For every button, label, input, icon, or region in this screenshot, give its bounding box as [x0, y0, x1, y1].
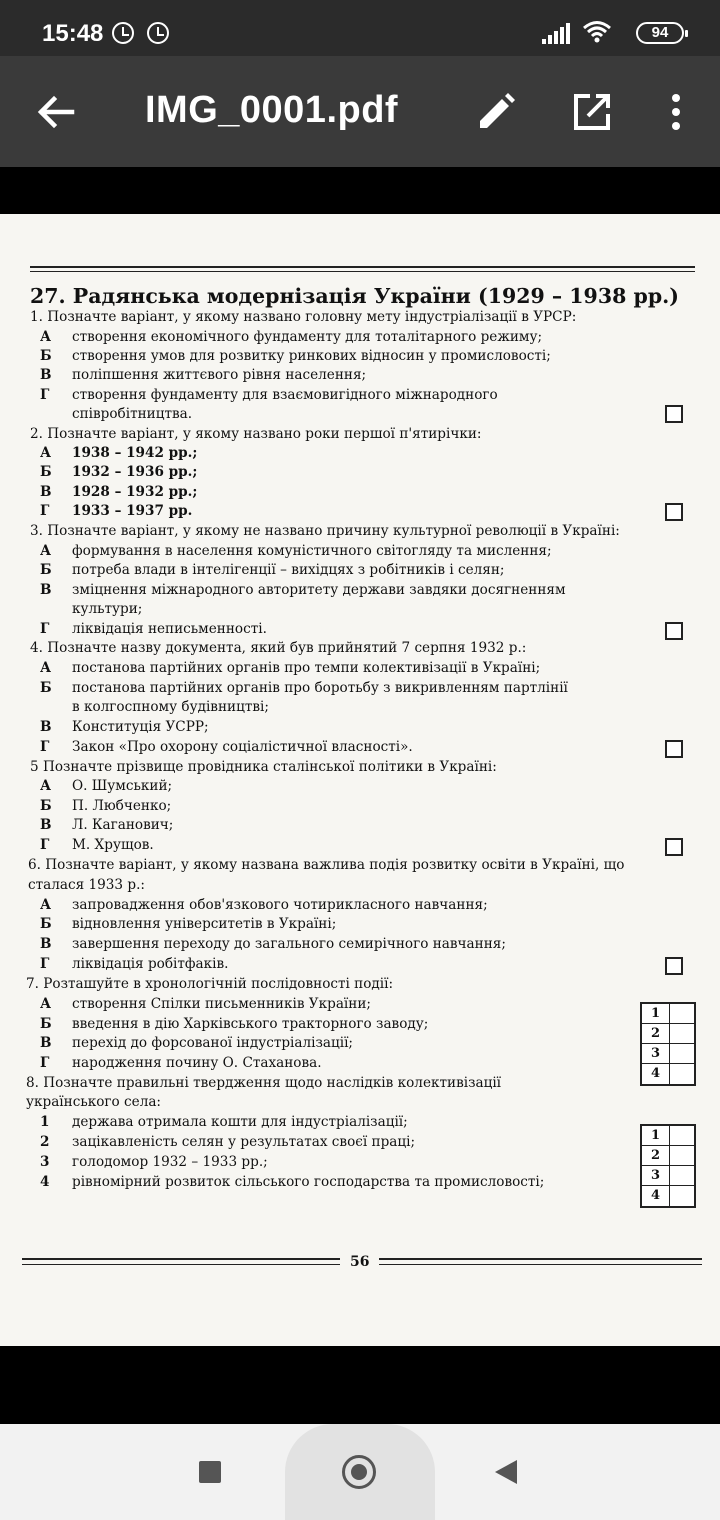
question-6: 6. Позначте варіант, у якому названа важлива подія розвитку освіти в Україні, що — [28, 857, 625, 873]
option: А формування в населення комуністичного світогляду та мислення; — [40, 543, 552, 559]
question-7: 7. Розташуйте в хронологічній послідовності події: — [26, 976, 394, 992]
option: В завершення переходу до загального семирічного навчання; — [40, 936, 506, 952]
more-vert-icon — [652, 88, 700, 136]
back-triangle-icon[interactable] — [495, 1460, 517, 1484]
answer-box-2 — [665, 503, 683, 521]
option: Г 1933 – 1937 рр. — [40, 503, 193, 519]
question-8-continuation: українського села: — [26, 1094, 162, 1110]
answer-box-6 — [665, 957, 683, 975]
option: Б 1932 – 1936 рр.; — [40, 464, 198, 480]
alarm-clock-icon — [112, 22, 134, 44]
battery-indicator: 94 — [636, 22, 684, 44]
statement: 1 держава отримала кошти для індустріалізації; — [40, 1114, 408, 1130]
app-bar — [0, 56, 720, 167]
page-number: 56 — [340, 1254, 379, 1270]
option: А 1938 – 1942 рр.; — [40, 445, 198, 461]
option-continuation: культури; — [72, 601, 143, 617]
option: Г М. Хрущов. — [40, 837, 154, 853]
answer-box-3 — [665, 622, 683, 640]
navigation-bar — [0, 1424, 720, 1520]
option: Г створення фундаменту для взаємовигідного міжнародного — [40, 387, 498, 403]
answer-box-1 — [665, 405, 683, 423]
question-5: 5 Позначте прізвище провідника сталінської політики в Україні: — [30, 759, 497, 775]
open-external-button[interactable] — [568, 88, 616, 136]
top-rule-thin — [30, 271, 695, 272]
option: А створення Спілки письменників України; — [40, 996, 371, 1012]
answer-box-5 — [665, 838, 683, 856]
option-continuation: співробітництва. — [72, 406, 193, 422]
question-8: 8. Позначте правильні твердження щодо наслідків колективізації — [26, 1075, 502, 1091]
option: А створення економічного фундаменту для тоталітарного режиму; — [40, 329, 543, 345]
open-in-new-icon — [568, 88, 616, 136]
viewer-background-top — [0, 167, 720, 214]
pencil-icon — [472, 88, 520, 136]
question-3: 3. Позначте варіант, у якому не названо причину культурної революції в Україні: — [30, 523, 620, 539]
option: В зміцнення міжнародного авторитету держави завдяки досягненням — [40, 582, 566, 598]
signal-icon — [542, 22, 572, 44]
option: Б постанова партійних органів про боротьбу з викривленням партлінії — [40, 680, 568, 696]
order-grid-7: 1 2 3 4 — [640, 1002, 696, 1086]
viewer-background-bottom — [0, 1346, 720, 1424]
question-2: 2. Позначте варіант, у якому названо роки першої п'ятирічки: — [30, 426, 482, 442]
recent-apps-icon[interactable] — [199, 1461, 221, 1483]
question-6-continuation: сталася 1933 р.: — [28, 877, 146, 893]
option: Г ліквідація неписьменності. — [40, 621, 267, 637]
back-button[interactable] — [30, 86, 82, 138]
option: А постанова партійних органів про темпи колективізації в Україні; — [40, 660, 541, 676]
option: Б створення умов для розвитку ринкових відносин у промисловості; — [40, 348, 551, 364]
option: Г народження почину О. Стаханова. — [40, 1055, 322, 1071]
wifi-icon — [582, 20, 612, 51]
status-bar — [0, 0, 720, 56]
top-rule — [30, 266, 695, 268]
order-grid-8: 1 2 3 4 — [640, 1124, 696, 1208]
option: В перехід до форсованої індустріалізації; — [40, 1035, 354, 1051]
status-time: 15:48 — [42, 20, 104, 47]
option: Б введення в дію Харківського тракторного заводу; — [40, 1016, 429, 1032]
question-1: 1. Позначте варіант, у якому названо головну мету індустріалізації в УРСР: — [30, 309, 577, 325]
option: В Л. Каганович; — [40, 817, 174, 833]
question-4: 4. Позначте назву документа, який був прийнятий 7 серпня 1932 р.: — [30, 640, 527, 656]
option: В Конституція УСРР; — [40, 719, 209, 735]
statement: 4 рівномірний розвиток сільського господарства та промисловості; — [40, 1174, 545, 1190]
option: А О. Шумський; — [40, 778, 173, 794]
option: Г ліквідація робітфаків. — [40, 956, 229, 972]
home-icon[interactable] — [342, 1455, 376, 1489]
option: В поліпшення життєвого рівня населення; — [40, 367, 367, 383]
option: А запровадження обов'язкового чотирикласного навчання; — [40, 897, 488, 913]
alarm-icon — [147, 22, 169, 44]
statement: 3 голодомор 1932 – 1933 рр.; — [40, 1154, 268, 1170]
arrow-back-icon — [30, 86, 82, 138]
section-heading: 27. Радянська модернізація України (1929 – 1938 рр.) — [30, 284, 679, 308]
edit-button[interactable] — [472, 88, 520, 136]
option: В 1928 – 1932 рр.; — [40, 484, 198, 500]
pdf-page — [0, 214, 720, 1346]
option: Б відновлення університетів в Україні; — [40, 916, 337, 932]
option-continuation: в колгоспному будівництві; — [72, 699, 269, 715]
more-options-button[interactable] — [652, 88, 700, 136]
option: Г Закон «Про охорону соціалістичної власності». — [40, 739, 413, 755]
option: Б П. Любченко; — [40, 798, 172, 814]
statement: 2 зацікавленість селян у результатах своєї праці; — [40, 1134, 416, 1150]
option: Б потреба влади в інтелігенції – вихідцях з робітників і селян; — [40, 562, 505, 578]
answer-box-4 — [665, 740, 683, 758]
document-title: IMG_0001.pdf — [145, 89, 399, 131]
